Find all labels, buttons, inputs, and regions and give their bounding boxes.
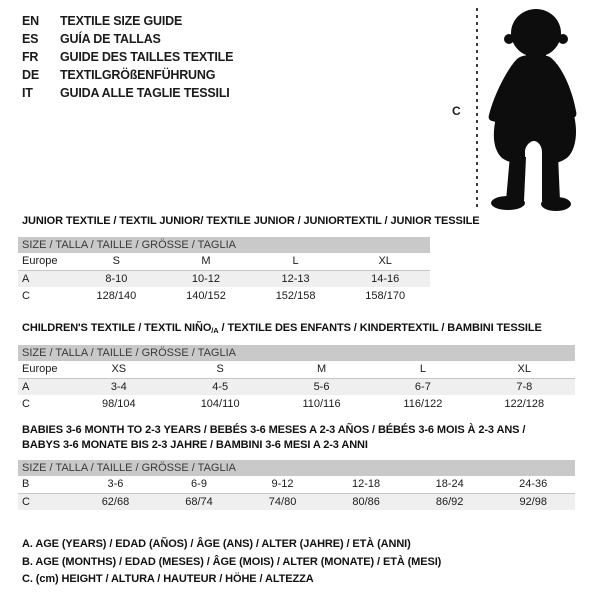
children-title-post: / TEXTILE DES ENFANTS / KINDERTEXTIL / BAMBINI TESSILE xyxy=(218,322,542,334)
note-age-years: A. AGE (YEARS) / EDAD (AÑOS) / ÂGE (ANS) / ALTER (JAHRE) / ETÀ (ANNI) xyxy=(22,538,411,550)
cell: 62/68 xyxy=(74,493,158,510)
cell: 5-6 xyxy=(271,378,372,395)
cell: 3-6 xyxy=(74,476,158,493)
babies-section-title-line1: BABIES 3-6 MONTH TO 2-3 YEARS / BEBÉS 3-6 MESES A 2-3 AÑOS / BÉBÉS 3-6 MOIS À 2-3 ANS / xyxy=(22,424,526,436)
cell: 104/110 xyxy=(200,397,240,410)
cell: 80/86 xyxy=(324,493,408,510)
lang-title: GUIDE DES TAILLES TEXTILE xyxy=(60,50,234,64)
lang-code: DE xyxy=(22,68,39,82)
lang-title: GUIDA ALLE TAGLIE TESSILI xyxy=(60,86,230,100)
row-label: Europe xyxy=(18,361,68,378)
children-size-table xyxy=(18,345,575,412)
cell: 3-4 xyxy=(68,378,169,395)
cell: M xyxy=(161,253,251,270)
cell: L xyxy=(372,361,473,378)
cell: 8-10 xyxy=(72,270,162,287)
cell: XL xyxy=(340,253,430,270)
cell: 110/116 xyxy=(302,397,341,410)
row-label: C xyxy=(22,397,30,410)
lang-code: FR xyxy=(22,50,39,64)
lang-title: GUÍA DE TALLAS xyxy=(60,32,161,46)
cell: 140/152 xyxy=(186,289,226,302)
children-title-sub: /A xyxy=(211,326,219,335)
lang-code: IT xyxy=(22,86,33,100)
cell: 86/92 xyxy=(408,493,492,510)
note-height-cm: C. (cm) HEIGHT / ALTURA / HAUTEUR / HÖHE / ALTEZZA xyxy=(22,573,314,585)
lang-row-de xyxy=(22,66,233,84)
cell: 68/74 xyxy=(157,493,241,510)
note-age-months: B. AGE (MONTHS) / EDAD (MESES) / ÂGE (MOIS) / ALTER (MONATE) / ETÀ (MESI) xyxy=(22,555,442,568)
legend-notes xyxy=(22,536,441,589)
row-label: C xyxy=(18,493,74,510)
cell: 18-24 xyxy=(408,476,492,493)
lang-title: TEXTILE SIZE GUIDE xyxy=(60,14,183,28)
babies-size-table xyxy=(18,460,575,510)
lang-row-fr xyxy=(22,48,233,66)
cell: S xyxy=(72,253,162,270)
cell: 14-16 xyxy=(340,270,430,287)
junior-section-title: JUNIOR TEXTILE / TEXTIL JUNIOR/ TEXTILE JUNIOR / JUNIORTEXTIL / JUNIOR TESSILE xyxy=(22,215,480,227)
table-row xyxy=(18,270,430,287)
cell: S xyxy=(169,361,270,378)
cell: 122/128 xyxy=(504,397,545,410)
cell: 4-5 xyxy=(169,378,270,395)
cell: 24-36 xyxy=(491,476,575,493)
height-dashed-line xyxy=(476,8,478,210)
size-header-bar: SIZE / TALLA / TAILLE / GRÖSSE / TAGLIA xyxy=(18,237,430,253)
cell: M xyxy=(271,361,372,378)
row-label: Europe xyxy=(18,253,72,270)
lang-code: EN xyxy=(22,14,39,28)
row-label: B xyxy=(18,476,74,493)
row-label: A xyxy=(18,378,68,395)
table-row xyxy=(18,361,575,378)
table-row xyxy=(18,253,430,270)
cell: 6-7 xyxy=(372,378,473,395)
lang-code: ES xyxy=(22,32,39,46)
cell: XL xyxy=(474,361,575,378)
cell: 152/158 xyxy=(275,289,316,302)
table-row xyxy=(18,395,575,412)
language-list xyxy=(22,12,233,102)
cell: 10-12 xyxy=(161,270,251,287)
cell: 12-18 xyxy=(324,476,408,493)
babies-section-title-line2: BABYS 3-6 MONATE BIS 2-3 JAHRE / BAMBINI 3-6 MESI A 2-3 ANNI xyxy=(22,439,368,451)
cell: 74/80 xyxy=(241,493,325,510)
height-measure-label: C xyxy=(452,104,461,118)
baby-silhouette xyxy=(480,5,595,212)
size-header-bar: SIZE / TALLA / TAILLE / GRÖSSE / TAGLIA xyxy=(18,345,575,361)
cell: 9-12 xyxy=(241,476,325,493)
cell: XS xyxy=(68,361,169,378)
lang-row-it xyxy=(22,84,233,102)
lang-row-es xyxy=(22,30,233,48)
junior-size-table xyxy=(18,237,430,304)
cell: 7-8 xyxy=(474,378,575,395)
cell: L xyxy=(251,253,341,270)
size-header-bar: SIZE / TALLA / TAILLE / GRÖSSE / TAGLIA xyxy=(18,460,575,476)
cell: 158/170 xyxy=(365,289,406,302)
table-row xyxy=(18,476,575,493)
children-title-pre: CHILDREN'S TEXTILE / TEXTIL NIÑO xyxy=(22,322,212,334)
cell: 98/104 xyxy=(101,397,136,410)
cell: 92/98 xyxy=(491,493,575,510)
cell: 12-13 xyxy=(251,270,341,287)
table-row xyxy=(18,493,575,510)
lang-row-en xyxy=(22,12,233,30)
cell: 128/140 xyxy=(96,289,137,302)
table-row xyxy=(18,378,575,395)
cell: 6-9 xyxy=(157,476,241,493)
table-row xyxy=(18,287,430,304)
children-section-title xyxy=(22,322,542,335)
row-label: C xyxy=(22,289,30,302)
lang-title: TEXTILGRÖßENFÜHRUNG xyxy=(60,68,216,82)
row-label: A xyxy=(18,270,72,287)
cell: 116/122 xyxy=(403,397,443,410)
